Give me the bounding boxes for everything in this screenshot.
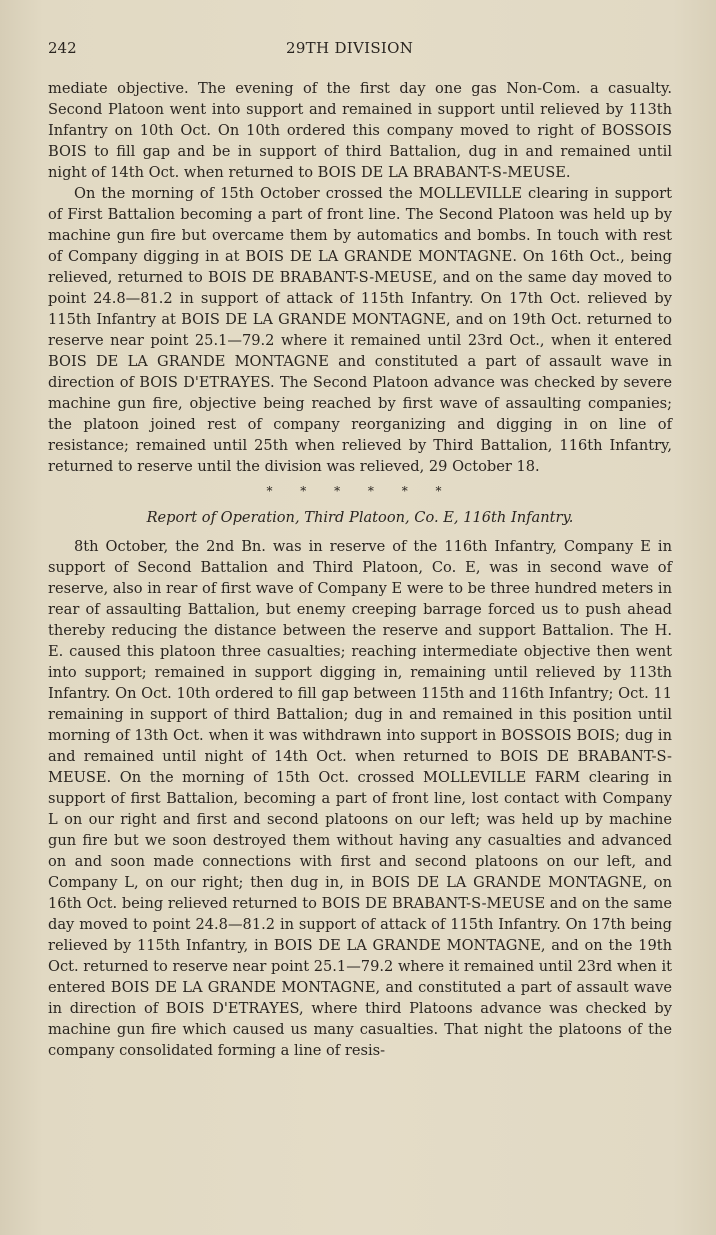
paragraph-third-platoon-report: 8th October, the 2nd Bn. was in reserve of the 116th Infantry, Company E in support of Second Battalion and Third Platoon, Co. E, was in second wave of reserve, also in rear of first wave of Company E were to be three hundred meters in rear of assaulting Battalion, but enemy creeping barrage forced us to push ahead thereby reducing the distance between the reserve and support Battalion. The H. E. caused this platoon three casualties; reaching intermediate objective then went into support; remained in support digging in, remaining until relieved by 113th Infantry. On Oct. 10th ordered to fill gap between 115th and 116th Infantry; Oct. 11 remaining in support of third Battalion; dug in and remained in this position until morning of 13th Oct. when it was withdrawn into support in BOSSOIS BOIS; dug in and remained until night of 14th Oct. when returned to BOIS DE BRABANT-S-MEUSE. On the morning of 15th Oct. crossed MOLLEVILLE FARM clearing in support of first Battalion, becoming a part of front line, lost contact with Company L on our right and first and second platoons on our left; was held up by machine gun fire but we soon destroyed them without having any casualties and advanced on and soon made connections with first and second platoons on our left, and Company L, on our right; then dug in, in BOIS DE LA GRANDE MONTAGNE, on 16th Oct. being relieved returned to BOIS DE BRABANT-S-MEUSE and on the same day moved to point 24.8—81.2 in support of attack of 115th Infantry. On 17th being relieved by 115th Infantry, in BOIS DE LA GRANDE MONTAGNE, and on the 19th Oct. returned to reserve near point 25.1—79.2 where it remained until 23rd when it entered BOIS DE LA GRANDE MONTAGNE, and constituted a part of assault wave in direction of BOIS D'ETRAYES, where third Platoons advance was checked by machine gun fire which caused us many casualties. That night the platoons of the company consolidated forming a line of resis-	[48, 538, 672, 1059]
section-heading: Report of Operation, Third Platoon, Co. E, 116th Infantry.	[146, 509, 574, 526]
paragraph-second-platoon: On the morning of 15th October crossed the MOLLEVILLE clearing in support of First Battalion becoming a part of front line. The Second Platoon was held up by machine gun fire but overcame them by automatics and bombs. In touch with rest of Company digging in at BOIS DE LA GRANDE MONTAGNE. On 16th Oct., being relieved, returned to BOIS DE BRABANT-S-MEUSE, and on the same day moved to point 24.8—81.2 in support of attack of 115th Infantry. On 17th Oct. relieved by 115th Infantry at BOIS DE LA GRANDE MONTAGNE, and on 19th Oct. returned to reserve near point 25.1—79.2 where it remained until 23rd Oct., when it entered BOIS DE LA GRANDE MONTAGNE and constituted a part of assault wave in direction of BOIS D'ETRAYES. The Second Platoon advance was checked by severe machine gun fire, objective being reached by first wave of assaulting companies; the platoon joined rest of company reorganizing and digging in on line of resistance; remained until 25th when relieved by Third Battalion, 116th Infantry, returned to reserve until the division was relieved, 29 October 18.	[48, 185, 672, 475]
section-separator: * * * * * *	[266, 484, 454, 498]
paragraph-continued: mediate objective. The evening of the first day one gas Non-Com. a casualty. Second Platoon went into support and remained in support until relieved by 113th Infantry on 10th Oct. On 10th ordered this company moved to right of BOSSOIS BOIS to fill gap and be in support of third Battalion, dug in and remained until night of 14th Oct. when returned to BOIS DE LA BRABANT-S-MEUSE.	[48, 80, 672, 181]
page-number: 242	[48, 39, 77, 57]
body-text	[48, 78, 672, 1061]
page-header	[48, 38, 672, 66]
running-head: 29TH DIVISION	[286, 39, 414, 57]
